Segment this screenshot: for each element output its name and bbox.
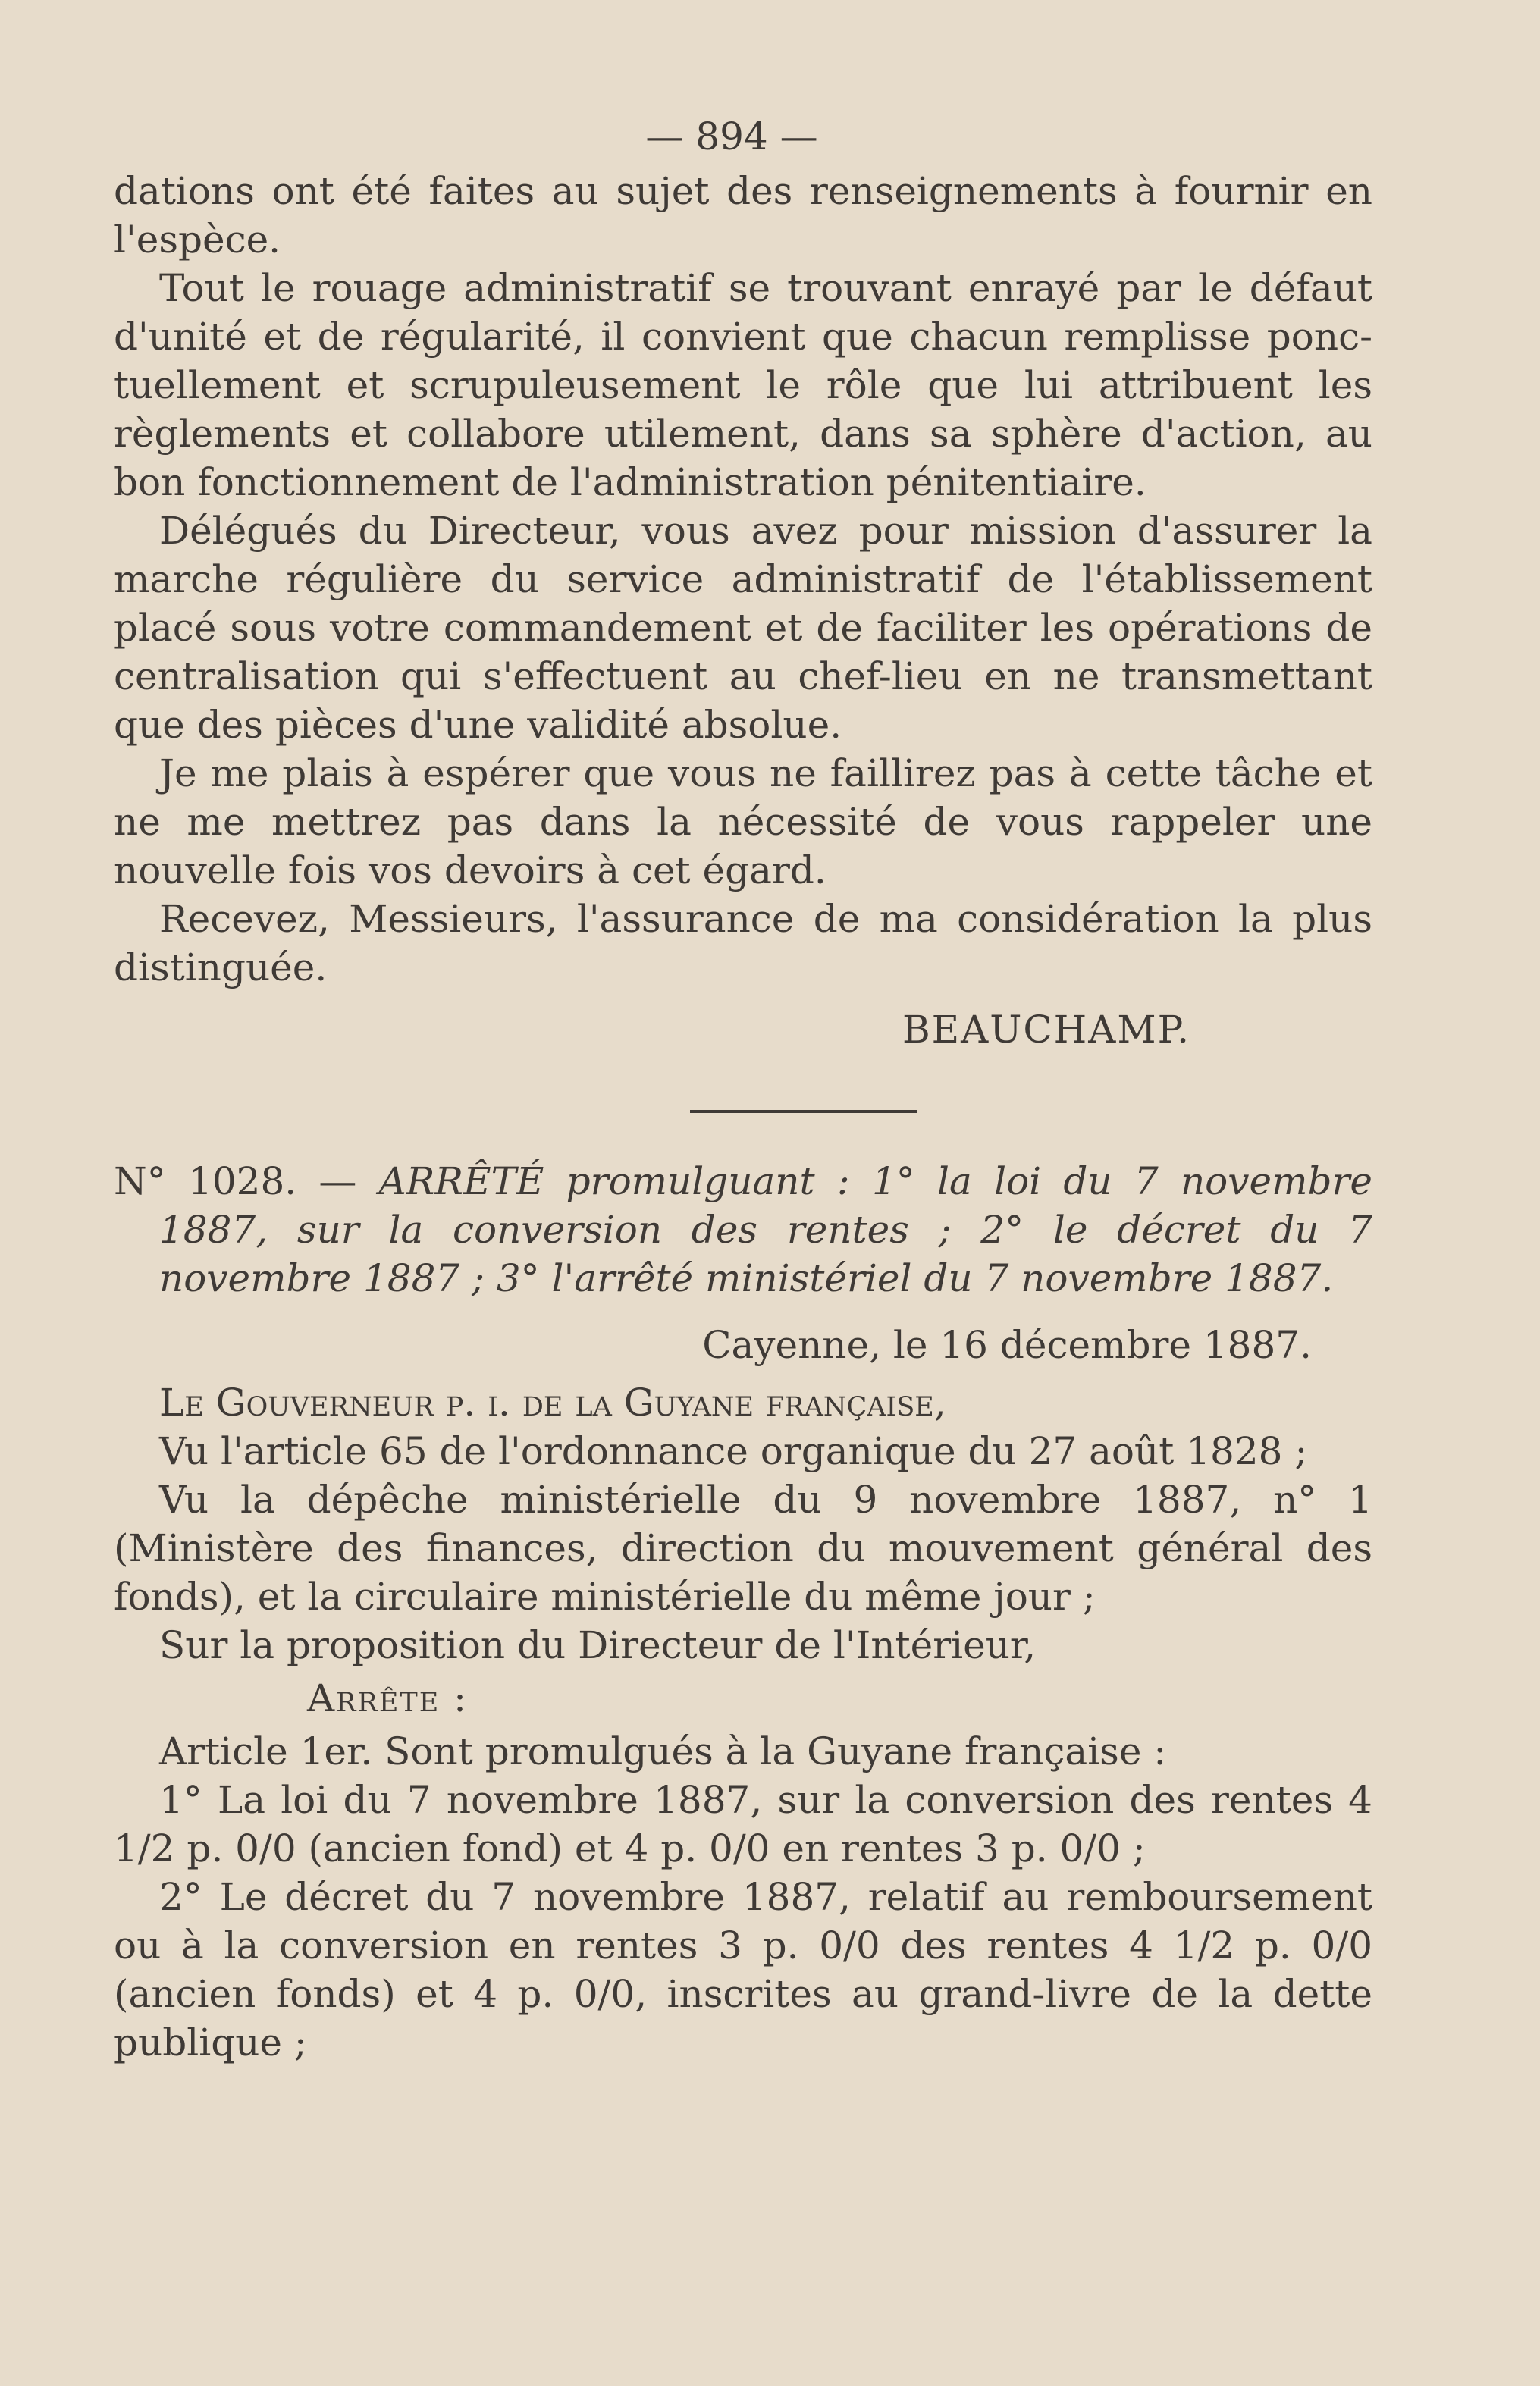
paragraph-continuation: dations ont été faites au sujet des renseignements à fournir en l'espèce. — [114, 169, 1372, 262]
paragraph-delegates: Délégués du Directeur, vous avez pour mission d'assurer la marche régulière du service administratif de l'établissement placé sous votre commandement et de faciliter les opérations de centralisation qui s'effectuent au chef-lieu en ne transmettant que des pièces d'une validité absolue. — [114, 509, 1372, 747]
arrete-heading: Arrête : — [307, 1676, 468, 1720]
proposition-line: Sur la proposition du Directeur de l'Intérieur, — [159, 1623, 1037, 1667]
paragraph-closing: Recevez, Messieurs, l'assurance de ma considération la plus distinguée. — [114, 897, 1372, 989]
vu-depeche: Vu la dépêche ministérielle du 9 novembre 1887, n° 1 (Ministère des finances, direction du mouvement général des fonds), et la circulaire ministérielle du même jour ; — [114, 1478, 1372, 1619]
governor-line: Le Gouverneur p. i. de la Guyane française, — [159, 1381, 946, 1425]
article-1: Article 1er. Sont promulgués à la Guyane française : — [159, 1729, 1167, 1773]
item-1-loi: 1° La loi du 7 novembre 1887, sur la conversion des rentes 4 1/2 p. 0/0 (ancien fond) et 4 p. 0/0 en rentes 3 p. 0/0 ; — [114, 1778, 1372, 1870]
page — [114, 106, 1372, 2343]
signature: BEAUCHAMP. — [902, 1008, 1190, 1052]
decree-number: N° 1028. — — [114, 1159, 357, 1203]
decree-title: ARRÊTÉ promulguant : 1° la loi du 7 novembre 1887, sur la conversion des rentes ; 2° le décret du 7 novembre 1887 ; 3° l'arrêté ministériel du 7 novembre 1887. — [159, 1159, 1372, 1300]
page-number: — 894 — — [645, 114, 818, 158]
decree-heading — [114, 1157, 1372, 1303]
vu-article: Vu l'article 65 de l'ordonnance organique du 27 août 1828 ; — [159, 1429, 1308, 1473]
paragraph-administration: Tout le rouage administratif se trouvant enrayé par le défaut d'unité et de régularité, il convient que chacun remplisse ponc-tuellement et scrupuleusement le rôle que lui attribuent les règlements et collabore utilement, dans sa sphère d'action, au bon fonctionnement de l'administration pénitentiaire. — [114, 266, 1372, 504]
item-2-decret: 2° Le décret du 7 novembre 1887, relatif au remboursement ou à la conversion en rentes 3 p. 0/0 des rentes 4 1/2 p. 0/0 (ancien fonds) et 4 p. 0/0, inscrites au grand-livre de la dette publique ; — [114, 1875, 1372, 2065]
place-date: Cayenne, le 16 décembre 1887. — [702, 1323, 1312, 1367]
paragraph-expectation: Je me plais à espérer que vous ne faillirez pas à cette tâche et ne me mettrez pas dans la nécessité de vous rappeler une nouvelle fois vos devoirs à cet égard. — [114, 751, 1372, 892]
section-divider — [690, 1110, 917, 1113]
